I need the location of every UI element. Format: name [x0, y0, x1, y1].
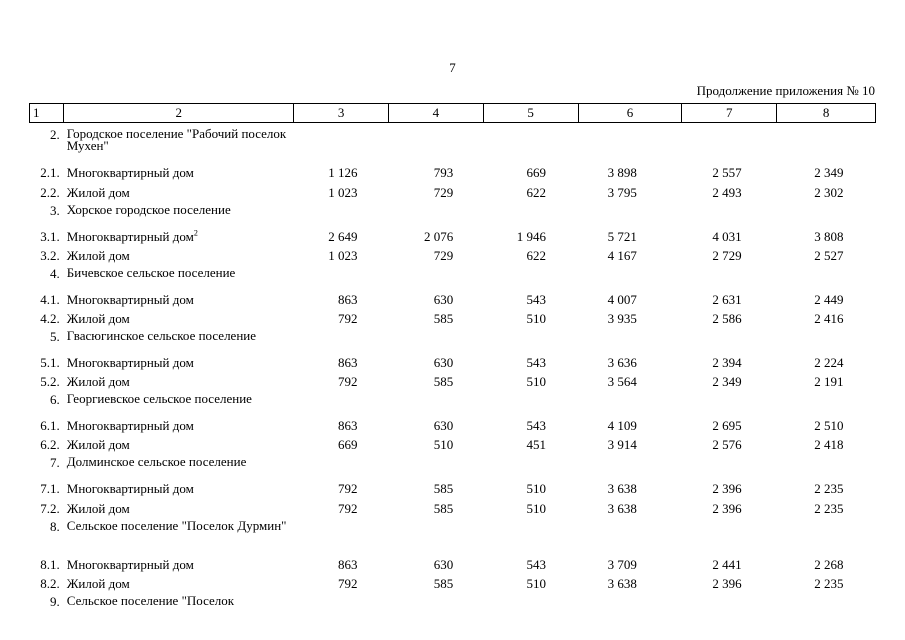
section-name: Гвасюгинское сельское поселение [66, 328, 257, 344]
row-number: 8. [50, 518, 60, 534]
row-name [64, 571, 294, 590]
row-name-text: Многоквартирный дом [66, 291, 194, 307]
value-cell-col-7: 2 396 [712, 576, 742, 592]
table-row [30, 350, 876, 369]
section-row [30, 262, 876, 286]
value-cell-col-6: 3 638 [607, 481, 637, 497]
section-name: Сельское поселение "Поселок [66, 593, 235, 609]
value-cell-col-5: 510 [526, 481, 547, 497]
row-name-text: Жилой дом [66, 374, 130, 390]
value-cell-col-7: 2 441 [712, 557, 742, 573]
empty-cell [294, 451, 389, 475]
value-cell-col-5: 1 946 [516, 228, 547, 244]
row-number: 4.1. [40, 291, 60, 307]
row-name-text: Многоквартирный дом [66, 165, 194, 181]
empty-cell [777, 123, 876, 161]
table-row [30, 432, 876, 451]
empty-cell [578, 325, 682, 349]
continuation-label: Продолжение приложения № 10 [696, 83, 875, 98]
empty-cell [388, 199, 483, 223]
section-row [30, 590, 876, 614]
value-cell-col-5: 622 [526, 247, 547, 263]
value-cell-col-4: 630 [433, 291, 454, 307]
header-row [30, 104, 876, 123]
row-number: 4. [50, 265, 60, 281]
empty-cell [388, 262, 483, 286]
value-cell-col-6: 5 721 [607, 228, 637, 244]
value-cell-col-8: 2 235 [814, 481, 844, 497]
footnote-marker: 2 [193, 228, 198, 238]
value-cell-col-3: 792 [337, 311, 358, 327]
value-cell-col-3: 792 [337, 481, 358, 497]
empty-cell [578, 451, 682, 475]
row-number: 6.2. [40, 437, 60, 453]
value-cell-col-5: 510 [526, 500, 547, 516]
value-cell-col-7: 2 394 [712, 354, 742, 370]
empty-cell [682, 451, 777, 475]
value-cell-col-5: 543 [526, 418, 547, 434]
table-row [30, 495, 876, 514]
row-name [64, 160, 294, 179]
value-cell-col-4: 630 [433, 418, 454, 434]
value-cell-col-4: 585 [433, 311, 454, 327]
empty-cell [294, 590, 389, 614]
row-name [64, 306, 294, 325]
value-cell-col-3: 863 [337, 418, 358, 434]
row-name-text: Жилой дом [66, 576, 130, 592]
empty-cell [777, 262, 876, 286]
section-name: Сельское поселение "Поселок Дурмин" [66, 517, 287, 533]
row-name-text: Многоквартирный дом [66, 418, 194, 434]
empty-cell [682, 325, 777, 349]
header-cell-5: 5 [483, 104, 578, 123]
row-name [64, 552, 294, 571]
table-row [30, 160, 876, 179]
table-row [30, 552, 876, 571]
value-cell-col-4: 585 [433, 481, 454, 497]
row-number: 3.1. [40, 228, 60, 244]
row-name-text: Жилой дом [66, 500, 130, 516]
empty-cell [294, 515, 389, 552]
row-name [64, 495, 294, 514]
table-row [30, 179, 876, 198]
row-name [64, 369, 294, 388]
section-row [30, 325, 876, 349]
row-number: 5.1. [40, 354, 60, 370]
empty-cell [388, 451, 483, 475]
header-cell-2: 2 [64, 104, 294, 123]
empty-cell [578, 388, 682, 412]
row-name-text: Многоквартирный дом [66, 354, 194, 370]
value-cell-col-8: 2 191 [814, 374, 844, 390]
empty-cell [777, 590, 876, 614]
value-cell-col-7: 2 349 [712, 374, 742, 390]
table-row [30, 413, 876, 432]
row-number: 7. [50, 455, 60, 471]
empty-cell [682, 590, 777, 614]
value-cell-col-5: 510 [526, 576, 547, 592]
header-cell-8: 8 [777, 104, 876, 123]
value-cell-col-4: 630 [433, 557, 454, 573]
table-body [30, 123, 876, 615]
empty-cell [483, 451, 578, 475]
header-cell-3: 3 [294, 104, 389, 123]
value-cell-col-7: 2 576 [712, 437, 742, 453]
value-cell-col-6: 4 007 [607, 291, 637, 307]
row-name [64, 476, 294, 495]
empty-cell [777, 199, 876, 223]
value-cell-col-4: 585 [433, 576, 454, 592]
value-cell-col-3: 863 [337, 557, 358, 573]
value-cell-col-7: 2 557 [712, 165, 742, 181]
empty-cell [388, 325, 483, 349]
value-cell-col-8: 3 808 [814, 228, 844, 244]
value-cell-col-7: 2 493 [712, 184, 742, 200]
row-number: 6. [50, 392, 60, 408]
table-row [30, 369, 876, 388]
value-cell-col-3: 669 [337, 437, 358, 453]
table-row [30, 223, 876, 242]
empty-cell [294, 199, 389, 223]
row-number: 2.2. [40, 184, 60, 200]
value-cell-col-4: 793 [433, 165, 454, 181]
table-row [30, 286, 876, 305]
row-number: 7.1. [40, 481, 60, 497]
empty-cell [294, 325, 389, 349]
empty-cell [388, 123, 483, 161]
value-cell-col-4: 585 [433, 374, 454, 390]
value-cell-col-3: 792 [337, 576, 358, 592]
row-number: 2. [50, 127, 60, 142]
section-name: Долминское сельское поселение [66, 454, 247, 470]
table-row [30, 306, 876, 325]
value-cell-col-6: 3 709 [607, 557, 637, 573]
empty-cell [682, 123, 777, 161]
section-name: Городское поселение "Рабочий поселок Мухен" [66, 126, 287, 153]
header-cell-1: 1 [30, 104, 64, 123]
header-cell-7: 7 [682, 104, 777, 123]
value-cell-col-6: 3 935 [607, 311, 637, 327]
row-name-text: Жилой дом [66, 184, 130, 200]
row-name [64, 432, 294, 451]
empty-cell [682, 388, 777, 412]
section-row [30, 123, 876, 161]
value-cell-col-8: 2 235 [814, 500, 844, 516]
value-cell-col-5: 510 [526, 374, 547, 390]
value-cell-col-6: 3 898 [607, 165, 637, 181]
value-cell-col-6: 3 795 [607, 184, 637, 200]
empty-cell [682, 199, 777, 223]
value-cell-col-4: 630 [433, 354, 454, 370]
table-row [30, 243, 876, 262]
row-number: 4.2. [40, 311, 60, 327]
row-number: 5. [50, 329, 60, 345]
value-cell-col-8: 2 349 [814, 165, 844, 181]
value-cell-col-6: 4 109 [607, 418, 637, 434]
row-number: 3.2. [40, 247, 60, 263]
section-row [30, 451, 876, 475]
empty-cell [483, 123, 578, 161]
value-cell-col-8: 2 224 [814, 354, 844, 370]
value-cell-col-3: 2 649 [328, 228, 358, 244]
row-name-text: Многоквартирный дом [66, 557, 194, 573]
row-name-text: Многоквартирный дом [66, 228, 194, 244]
header-cell-6: 6 [578, 104, 682, 123]
value-cell-col-8: 2 510 [814, 418, 844, 434]
value-cell-col-4: 729 [433, 247, 454, 263]
value-cell-col-7: 2 586 [712, 311, 742, 327]
row-number: 3. [50, 202, 60, 218]
empty-cell [578, 123, 682, 161]
value-cell-col-7: 2 695 [712, 418, 742, 434]
row-name-text: Жилой дом [66, 437, 130, 453]
value-cell-col-7: 2 729 [712, 247, 742, 263]
row-name [64, 179, 294, 198]
value-cell-col-5: 543 [526, 354, 547, 370]
value-cell-col-7: 4 031 [712, 228, 742, 244]
row-number: 6.1. [40, 418, 60, 434]
empty-cell [388, 388, 483, 412]
section-name: Георгиевское сельское поселение [66, 391, 252, 407]
row-name [64, 286, 294, 305]
value-cell-col-7: 2 396 [712, 481, 742, 497]
section-row [30, 388, 876, 412]
row-name [64, 243, 294, 262]
value-cell-col-3: 1 023 [328, 247, 358, 263]
value-cell-col-5: 451 [526, 437, 547, 453]
value-cell-col-6: 3 636 [607, 354, 637, 370]
row-name [64, 413, 294, 432]
section-name: Хорское городское поселение [66, 201, 231, 217]
value-cell-col-3: 1 126 [328, 165, 358, 181]
value-cell-col-6: 4 167 [607, 247, 637, 263]
empty-cell [682, 262, 777, 286]
row-name-text: Жилой дом [66, 247, 130, 263]
empty-cell [483, 590, 578, 614]
value-cell-col-7: 2 631 [712, 291, 742, 307]
empty-cell [777, 325, 876, 349]
empty-cell [483, 262, 578, 286]
row-name-text: Многоквартирный дом [66, 481, 194, 497]
value-cell-col-5: 543 [526, 291, 547, 307]
value-cell-col-5: 622 [526, 184, 547, 200]
value-cell-col-4: 729 [433, 184, 454, 200]
value-cell-col-8: 2 418 [814, 437, 844, 453]
empty-cell [578, 515, 682, 552]
row-number: 7.2. [40, 500, 60, 516]
value-cell-col-5: 669 [526, 165, 547, 181]
row-number: 2.1. [40, 165, 60, 181]
value-cell-col-3: 1 023 [328, 184, 358, 200]
empty-cell [777, 515, 876, 552]
empty-cell [578, 199, 682, 223]
value-cell-col-3: 863 [337, 354, 358, 370]
page-number: 7 [449, 60, 456, 75]
value-cell-col-3: 792 [337, 500, 358, 516]
value-cell-col-8: 2 527 [814, 247, 844, 263]
value-cell-col-4: 2 076 [423, 228, 454, 244]
empty-cell [388, 515, 483, 552]
data-table [29, 103, 876, 615]
value-cell-col-6: 3 564 [607, 374, 637, 390]
value-cell-col-8: 2 302 [814, 184, 844, 200]
empty-cell [682, 515, 777, 552]
empty-cell [294, 262, 389, 286]
empty-cell [483, 515, 578, 552]
value-cell-col-4: 585 [433, 500, 454, 516]
empty-cell [294, 388, 389, 412]
empty-cell [483, 325, 578, 349]
value-cell-col-6: 3 638 [607, 500, 637, 516]
value-cell-col-6: 3 914 [607, 437, 637, 453]
value-cell-col-8: 2 268 [814, 557, 844, 573]
table-row [30, 571, 876, 590]
empty-cell [578, 262, 682, 286]
empty-cell [483, 199, 578, 223]
table-row [30, 476, 876, 495]
section-name: Бичевское сельское поселение [66, 264, 236, 280]
row-number: 8.1. [40, 557, 60, 573]
row-number: 5.2. [40, 374, 60, 390]
empty-cell [388, 590, 483, 614]
value-cell-col-5: 543 [526, 557, 547, 573]
empty-cell [578, 590, 682, 614]
section-row [30, 515, 876, 552]
value-cell-col-3: 792 [337, 374, 358, 390]
section-row [30, 199, 876, 223]
row-name [64, 350, 294, 369]
value-cell-col-8: 2 449 [814, 291, 844, 307]
row-number: 9. [50, 594, 60, 610]
value-cell-col-4: 510 [433, 437, 454, 453]
value-cell-col-8: 2 416 [814, 311, 844, 327]
value-cell-col-5: 510 [526, 311, 547, 327]
value-cell-col-6: 3 638 [607, 576, 637, 592]
header-cell-4: 4 [388, 104, 483, 123]
row-name-text: Жилой дом [66, 311, 130, 327]
value-cell-col-7: 2 396 [712, 500, 742, 516]
empty-cell [483, 388, 578, 412]
empty-cell [294, 123, 389, 161]
empty-cell [777, 388, 876, 412]
value-cell-col-8: 2 235 [814, 576, 844, 592]
row-number: 8.2. [40, 576, 60, 592]
value-cell-col-3: 863 [337, 291, 358, 307]
row-name [64, 223, 294, 242]
empty-cell [777, 451, 876, 475]
